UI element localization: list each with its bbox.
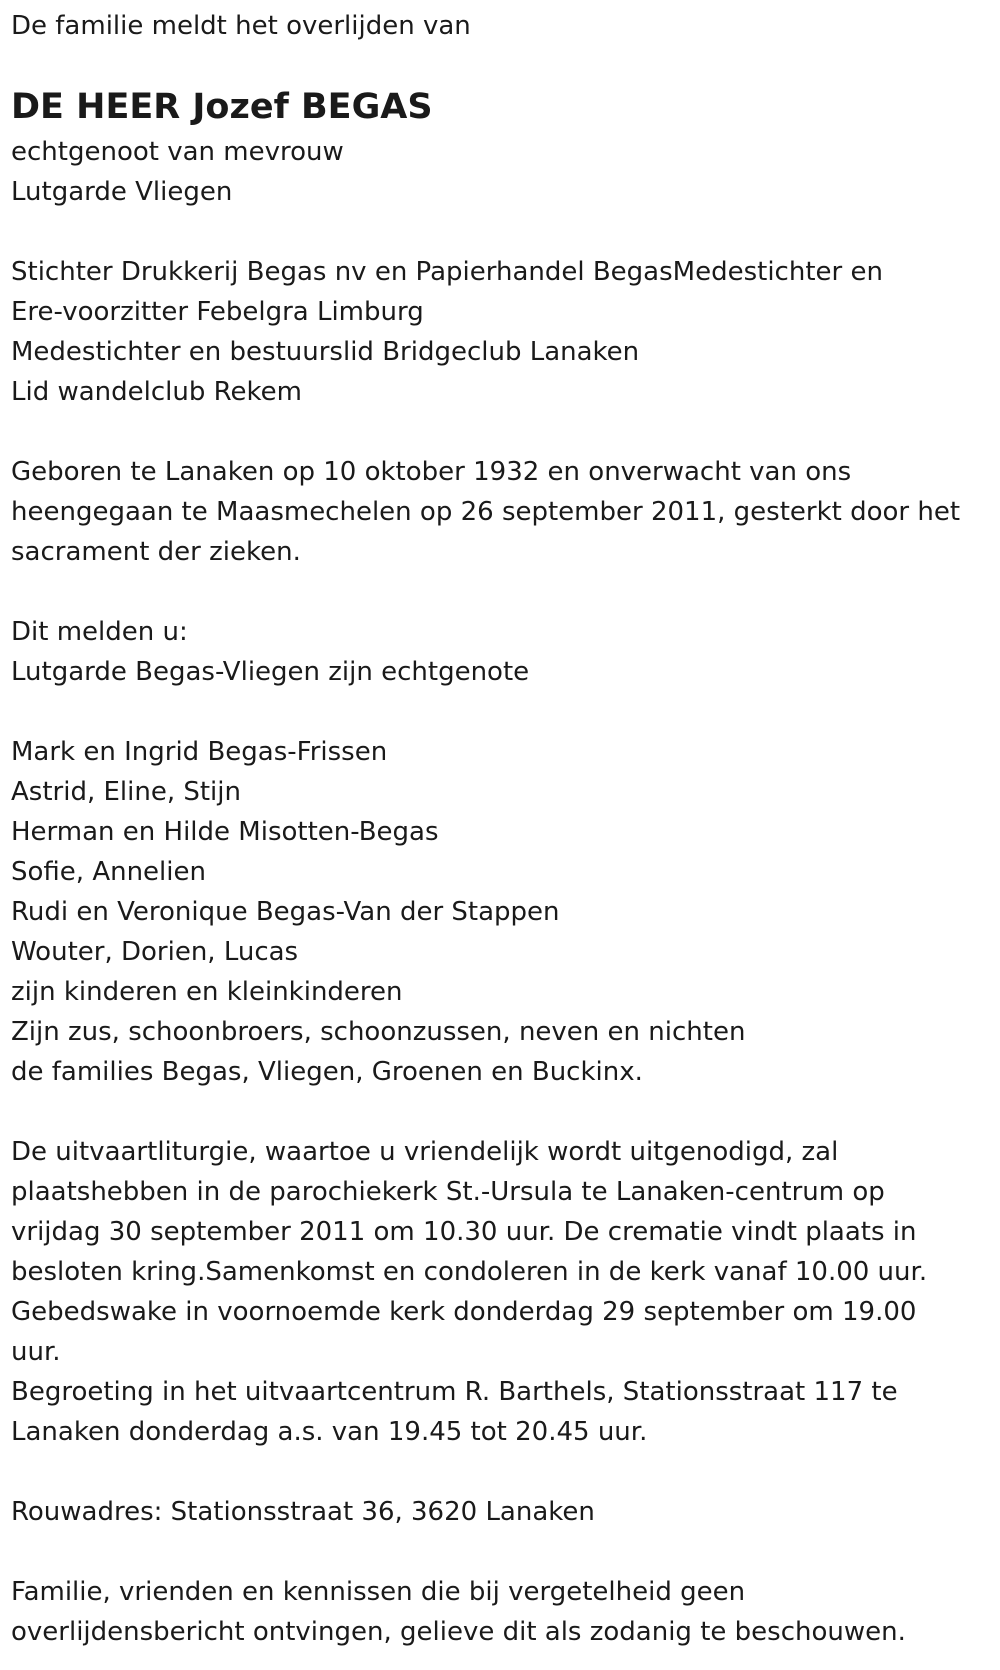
- closing-line: overlijdensbericht ontvingen, gelieve dit als zodanig te beschouwen.: [11, 1617, 906, 1647]
- family-line: Zijn zus, schoonbroers, schoonzussen, neven en nichten: [11, 1017, 746, 1047]
- family-line: Astrid, Eline, Stijn: [11, 777, 241, 807]
- ceremony-line: plaatshebben in de parochiekerk St.-Ursula te Lanaken-centrum op: [11, 1177, 885, 1207]
- announcers-block: [11, 612, 989, 692]
- role-line: Medestichter en bestuurslid Bridgeclub Lanaken: [11, 337, 640, 367]
- intro-text: De familie meldt het overlijden van: [11, 11, 471, 41]
- role-line: Ere-voorzitter Febelgra Limburg: [11, 297, 424, 327]
- birth-death-block: [11, 452, 989, 572]
- spouse-line: Lutgarde Vliegen: [11, 177, 233, 207]
- spouse-line: echtgenoot van mevrouw: [11, 137, 344, 167]
- ceremony-line: Lanaken donderdag a.s. van 19.45 tot 20.45 uur.: [11, 1417, 648, 1447]
- closing-line: Familie, vrienden en kennissen die bij vergetelheid geen: [11, 1577, 746, 1607]
- family-line: de families Begas, Vliegen, Groenen en Buckinx.: [11, 1057, 643, 1087]
- role-line: Stichter Drukkerij Begas nv en Papierhandel BegasMedestichter en: [11, 257, 883, 287]
- ceremony-line: De uitvaartliturgie, waartoe u vriendelijk wordt uitgenodigd, zal: [11, 1137, 839, 1167]
- ceremony-line: vrijdag 30 september 2011 om 10.30 uur. De crematie vindt plaats in: [11, 1217, 917, 1247]
- deceased-name: DE HEER Jozef BEGAS: [11, 87, 433, 127]
- birth-death-line: sacrament der zieken.: [11, 537, 301, 567]
- role-line: Lid wandelclub Rekem: [11, 377, 302, 407]
- family-block: [11, 732, 989, 1092]
- family-line: zijn kinderen en kleinkinderen: [11, 977, 403, 1007]
- spouse-block: [11, 132, 989, 212]
- family-line: Rudi en Veronique Begas-Van der Stappen: [11, 897, 560, 927]
- family-line: Herman en Hilde Misotten-Begas: [11, 817, 439, 847]
- ceremony-line: Begroeting in het uitvaartcentrum R. Barthels, Stationsstraat 117 te: [11, 1377, 898, 1407]
- announcer-line: Dit melden u:: [11, 617, 188, 647]
- family-line: Mark en Ingrid Begas-Frissen: [11, 737, 388, 767]
- family-line: Wouter, Dorien, Lucas: [11, 937, 299, 967]
- ceremony-line: Gebedswake in voornoemde kerk donderdag 29 september om 19.00: [11, 1297, 917, 1327]
- ceremony-block: [11, 1132, 989, 1452]
- family-line: Sofie, Annelien: [11, 857, 206, 887]
- announcer-line: Lutgarde Begas-Vliegen zijn echtgenote: [11, 657, 530, 687]
- roles-block: [11, 252, 989, 412]
- ceremony-line: uur.: [11, 1337, 61, 1367]
- birth-death-line: Geboren te Lanaken op 10 oktober 1932 en onverwacht van ons: [11, 457, 852, 487]
- address-block: [11, 1492, 989, 1532]
- closing-block: [11, 1572, 989, 1652]
- ceremony-line: besloten kring.Samenkomst en condoleren in de kerk vanaf 10.00 uur.: [11, 1257, 928, 1287]
- birth-death-line: heengegaan te Maasmechelen op 26 september 2011, gesterkt door het: [11, 497, 961, 527]
- mourning-address: Rouwadres: Stationsstraat 36, 3620 Lanaken: [11, 1497, 595, 1527]
